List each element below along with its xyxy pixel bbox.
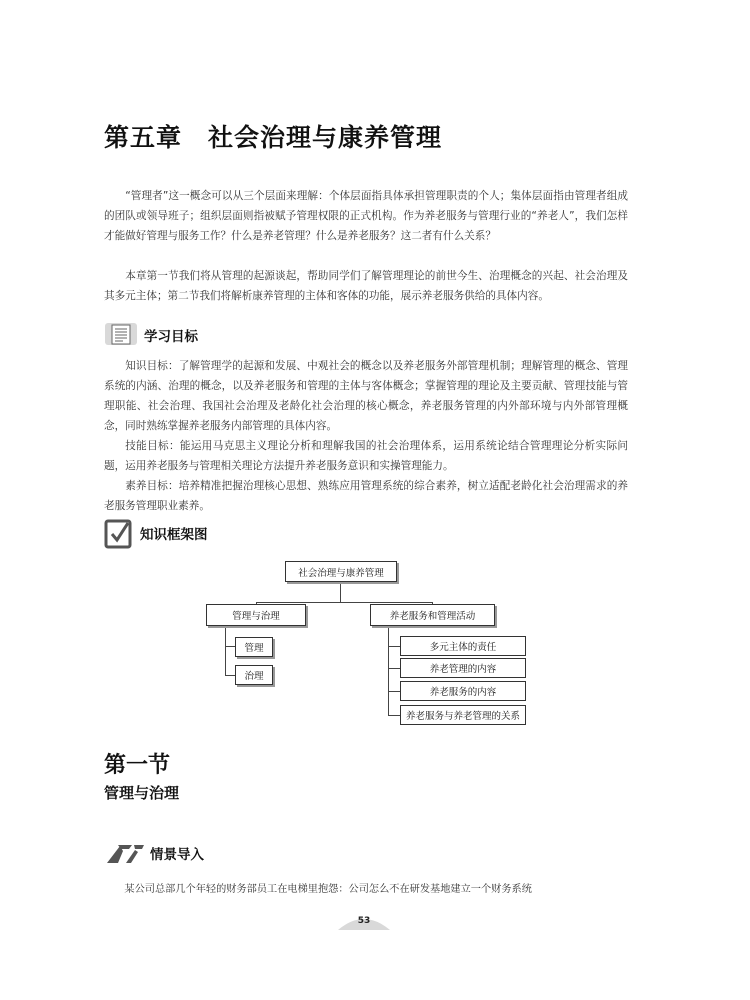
framework-node-subjects: 多元主体的责任 — [400, 636, 526, 656]
scenario-text: 某公司总部几个年轻的财务部员工在电梯里抱怨：公司怎么不在研发基地建立一个财务系统 — [124, 884, 532, 895]
scenario-heading — [104, 840, 204, 866]
chapter-title: 第五章 社会治理与康养管理 — [104, 123, 443, 152]
framework-node-management-content: 养老管理的内容 — [400, 658, 526, 678]
objective-quality: 素养目标：培养精准把握治理核心思想、熟练应用管理系统的综合素养，树立适配老龄化社会治理需求的养老服务管理职业素养。 — [104, 480, 628, 512]
framework-node-service-content: 养老服务的内容 — [400, 681, 526, 701]
page-number-badge — [338, 912, 390, 930]
framework-heading — [104, 515, 208, 551]
objectives-label: 学习目标 — [144, 329, 198, 345]
framework-node-management: 管理 — [235, 637, 273, 657]
section-number: 第一节 — [104, 752, 171, 778]
framework-left-branch: 管理与治理 — [206, 604, 306, 626]
objectives-heading — [104, 322, 198, 348]
intro-paragraph-2: 本章第一节我们将从管理的起源谈起，帮助同学们了解管理理论的前世今生、治理概念的兴起、社会治理及其多元主体；第二节我们将解析康养管理的主体和客体的功能，展示养老服务供给的具体内容。 — [104, 270, 628, 302]
scenario-icon — [104, 840, 146, 866]
checkmark-icon — [104, 515, 136, 551]
objective-skill: 技能目标：能运用马克思主义理论分析和理解我国的社会治理体系，运用系统论结合管理理论分析实际问题，运用养老服务与管理相关理论方法提升养老服务意识和实操管理能力。 — [104, 440, 628, 472]
section-title: 管理与治理 — [104, 784, 180, 802]
framework-root: 社会治理与康养管理 — [285, 561, 397, 582]
objective-knowledge: 知识目标：了解管理学的起源和发展、中观社会的概念以及养老服务外部管理机制；理解管理的概念、管理系统的内涵、治理的概念，以及养老服务和管理的主体与客体概念；掌握管理的理论及主要贡献、管理技能与管理职能、社会治理、我国社会治理及老龄化社会治理的核心概念，养老服务管理的内外部环境与内外部管理概念，同时熟练掌握养老服务内部管理的具体内容。 — [104, 360, 628, 432]
framework-node-governance: 治理 — [235, 665, 273, 685]
scenario-label: 情景导入 — [150, 847, 204, 863]
framework-node-relationship: 养老服务与养老管理的关系 — [400, 705, 526, 725]
page-number: 53 — [357, 916, 371, 926]
framework-label: 知识框架图 — [140, 527, 208, 543]
book-list-icon — [104, 322, 138, 348]
framework-right-branch: 养老服务和管理活动 — [370, 604, 495, 626]
intro-paragraph-1: “管理者”这一概念可以从三个层面来理解：个体层面指具体承担管理职责的个人；集体层面指由管理者组成的团队或领导班子；组织层面则指被赋予管理权限的正式机构。作为养老服务与管理行业的“养老人”，我们怎样才能做好管理与服务工作？什么是养老管理？什么是养老服务？这二者有什么关系？ — [104, 190, 628, 242]
